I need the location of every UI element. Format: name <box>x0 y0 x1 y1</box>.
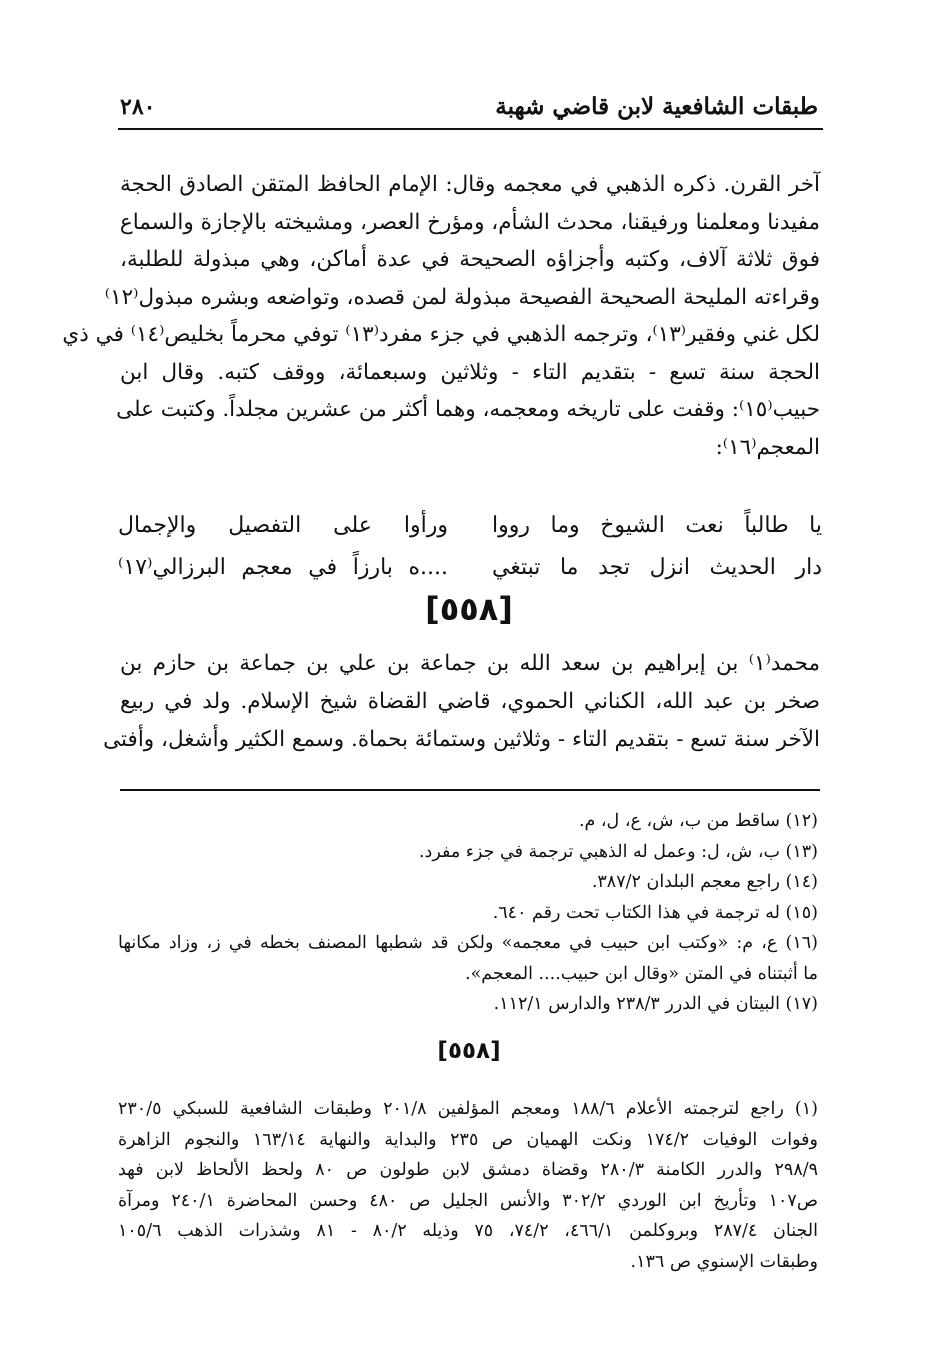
header-rule <box>118 128 823 130</box>
footnote: ٢٩٨/٩ والدرر الكامنة ٢٨٠/٣ وقضاة دمشق لابن طولون ص ٨٠ ولحظ الألحاظ لابن فهد <box>118 1160 819 1180</box>
footnote: وطبقات الإسنوي ص ١٣٦. <box>630 1251 818 1272</box>
footnote: الجنان ٢٨٧/٤ وبروكلمن ٤٦٦/١، ٧٤/٢، ٧٥ وذيله ٨٠/٢ - ٨١ وشذرات الذهب ١٠٥/٦ <box>118 1221 818 1241</box>
text-line: مفيدنا ومعلمنا ورفيقنا، محدث الشأم، ومؤرخ العصر، ومشيخته بالإجازة والسماع <box>119 209 820 235</box>
footnote-rule <box>120 789 820 791</box>
text-line: لكل غني وفقير⁽١٣⁾، وترجمه الذهبي في جزء مفرد⁽١٣⁾ توفي محرماً بخليص⁽١٤⁾ في ذي <box>62 322 820 347</box>
text-line: فوق ثلاثة آلاف، وكتبه وأجزاؤه الصحيحة في عدة أماكن، وهي مبذولة للطلبة، <box>120 247 820 272</box>
text-line: صخر بن عبد الله، الكناني الحموي، قاضي القضاة شيخ الإسلام. ولد في ربيع <box>120 689 820 714</box>
text-line: الآخر سنة تسع - بتقديم التاء - وثلاثين وستمائة بحماة. وسمع الكثير وأشغل، وأفتى <box>103 727 820 752</box>
footnote: ما أثبتناه في المتن «وقال ابن حبيب.... المعجم». <box>465 963 818 984</box>
page-number: ٢٨٠ <box>120 94 156 120</box>
footnote: (١٦) ع، م: «وكتب ابن حبيب في معجمه» ولكن قد شطبها المصنف بخطه في ز، وزاد مكانها <box>118 933 818 953</box>
text-line: حبيب⁽١٥⁾: وقفت على تاريخه ومعجمه، وهما أكثر من عشرين مجلداً. وكتبت على <box>116 397 820 422</box>
main-text <box>62 166 820 466</box>
poem-second-hemistich: ورأوا على التفصيل والإجمال <box>118 513 448 538</box>
footnote: ص١٠٧ وتأريخ ابن الوردي ٣٠٢/٢ والأنس الجليل ص ٤٨٠ وحسن المحاضرة ٢٤٠/١ ومرآة <box>118 1190 818 1211</box>
footnote: (١) راجع لترجمته الأعلام ١٨٨/٦ ومعجم المؤلفين ٢٠١/٨ وطبقات الشافعية للسبكي ٢٣٠/٥ <box>118 1099 818 1119</box>
footnote: (١٣) ب، ش، ل: وعمل له الذهبي ترجمة في جزء مفرد. <box>418 841 818 862</box>
entry-footnotes <box>118 1094 818 1277</box>
poem-verse <box>118 547 822 589</box>
text-line: محمد⁽١⁾ بن إبراهيم بن سعد الله بن جماعة بن علي بن جماعة بن حازم بن <box>120 651 820 676</box>
poem-second-hemistich: ....ه بارزاً في معجم البرزالي⁽١٧⁾ <box>118 555 448 580</box>
footnote: (١٢) ساقط من ب، ش، ع، ل، م. <box>578 811 818 831</box>
poem-first-hemistich: دار الحديث انزل تجد ما تبتغي <box>492 555 822 580</box>
text-line: المعجم⁽١٦⁾: <box>715 434 820 460</box>
footnote-entry-number: [٥٥٨] <box>437 1038 501 1064</box>
poem-verse <box>118 505 822 547</box>
entry-number: [٥٥٨] <box>425 590 513 628</box>
page-header <box>120 78 818 120</box>
text-line: وقراءته المليحة الصحيحة الفصيحة مبذولة لمن قصده، وتواضعه وبشره مبذول⁽١٢⁾ <box>104 284 820 310</box>
footnotes <box>118 806 818 1020</box>
running-title: طبقات الشافعية لابن قاضي شهبة <box>495 93 818 120</box>
text-line: الحجة سنة تسع - بتقديم التاء - وثلاثين وسبعمائة، ووقف كتبه. وقال ابن <box>120 359 820 385</box>
footnote: وفوات الوفيات ١٧٤/٢ ونكت الهميان ص ٢٣٥ والبداية والنهاية ١٦٣/١٤ والنجوم الزاهرة <box>118 1129 818 1150</box>
entry-text <box>103 645 820 759</box>
text-line: آخر القرن. ذكره الذهبي في معجمه وقال: الإمام الحافظ المتقن الصادق الحجة <box>120 172 820 197</box>
poem-first-hemistich: يا طالباً نعت الشيوخ وما رووا <box>492 513 822 538</box>
footnote: (١٧) البيتان في الدرر ٢٣٨/٣ والدارس ١١٢/١. <box>493 994 818 1014</box>
poem <box>118 505 822 589</box>
footnote: (١٤) راجع معجم البلدان ٣٨٧/٢. <box>591 872 818 892</box>
footnote: (١٥) له ترجمة في هذا الكتاب تحت رقم ٦٤٠. <box>492 902 818 923</box>
